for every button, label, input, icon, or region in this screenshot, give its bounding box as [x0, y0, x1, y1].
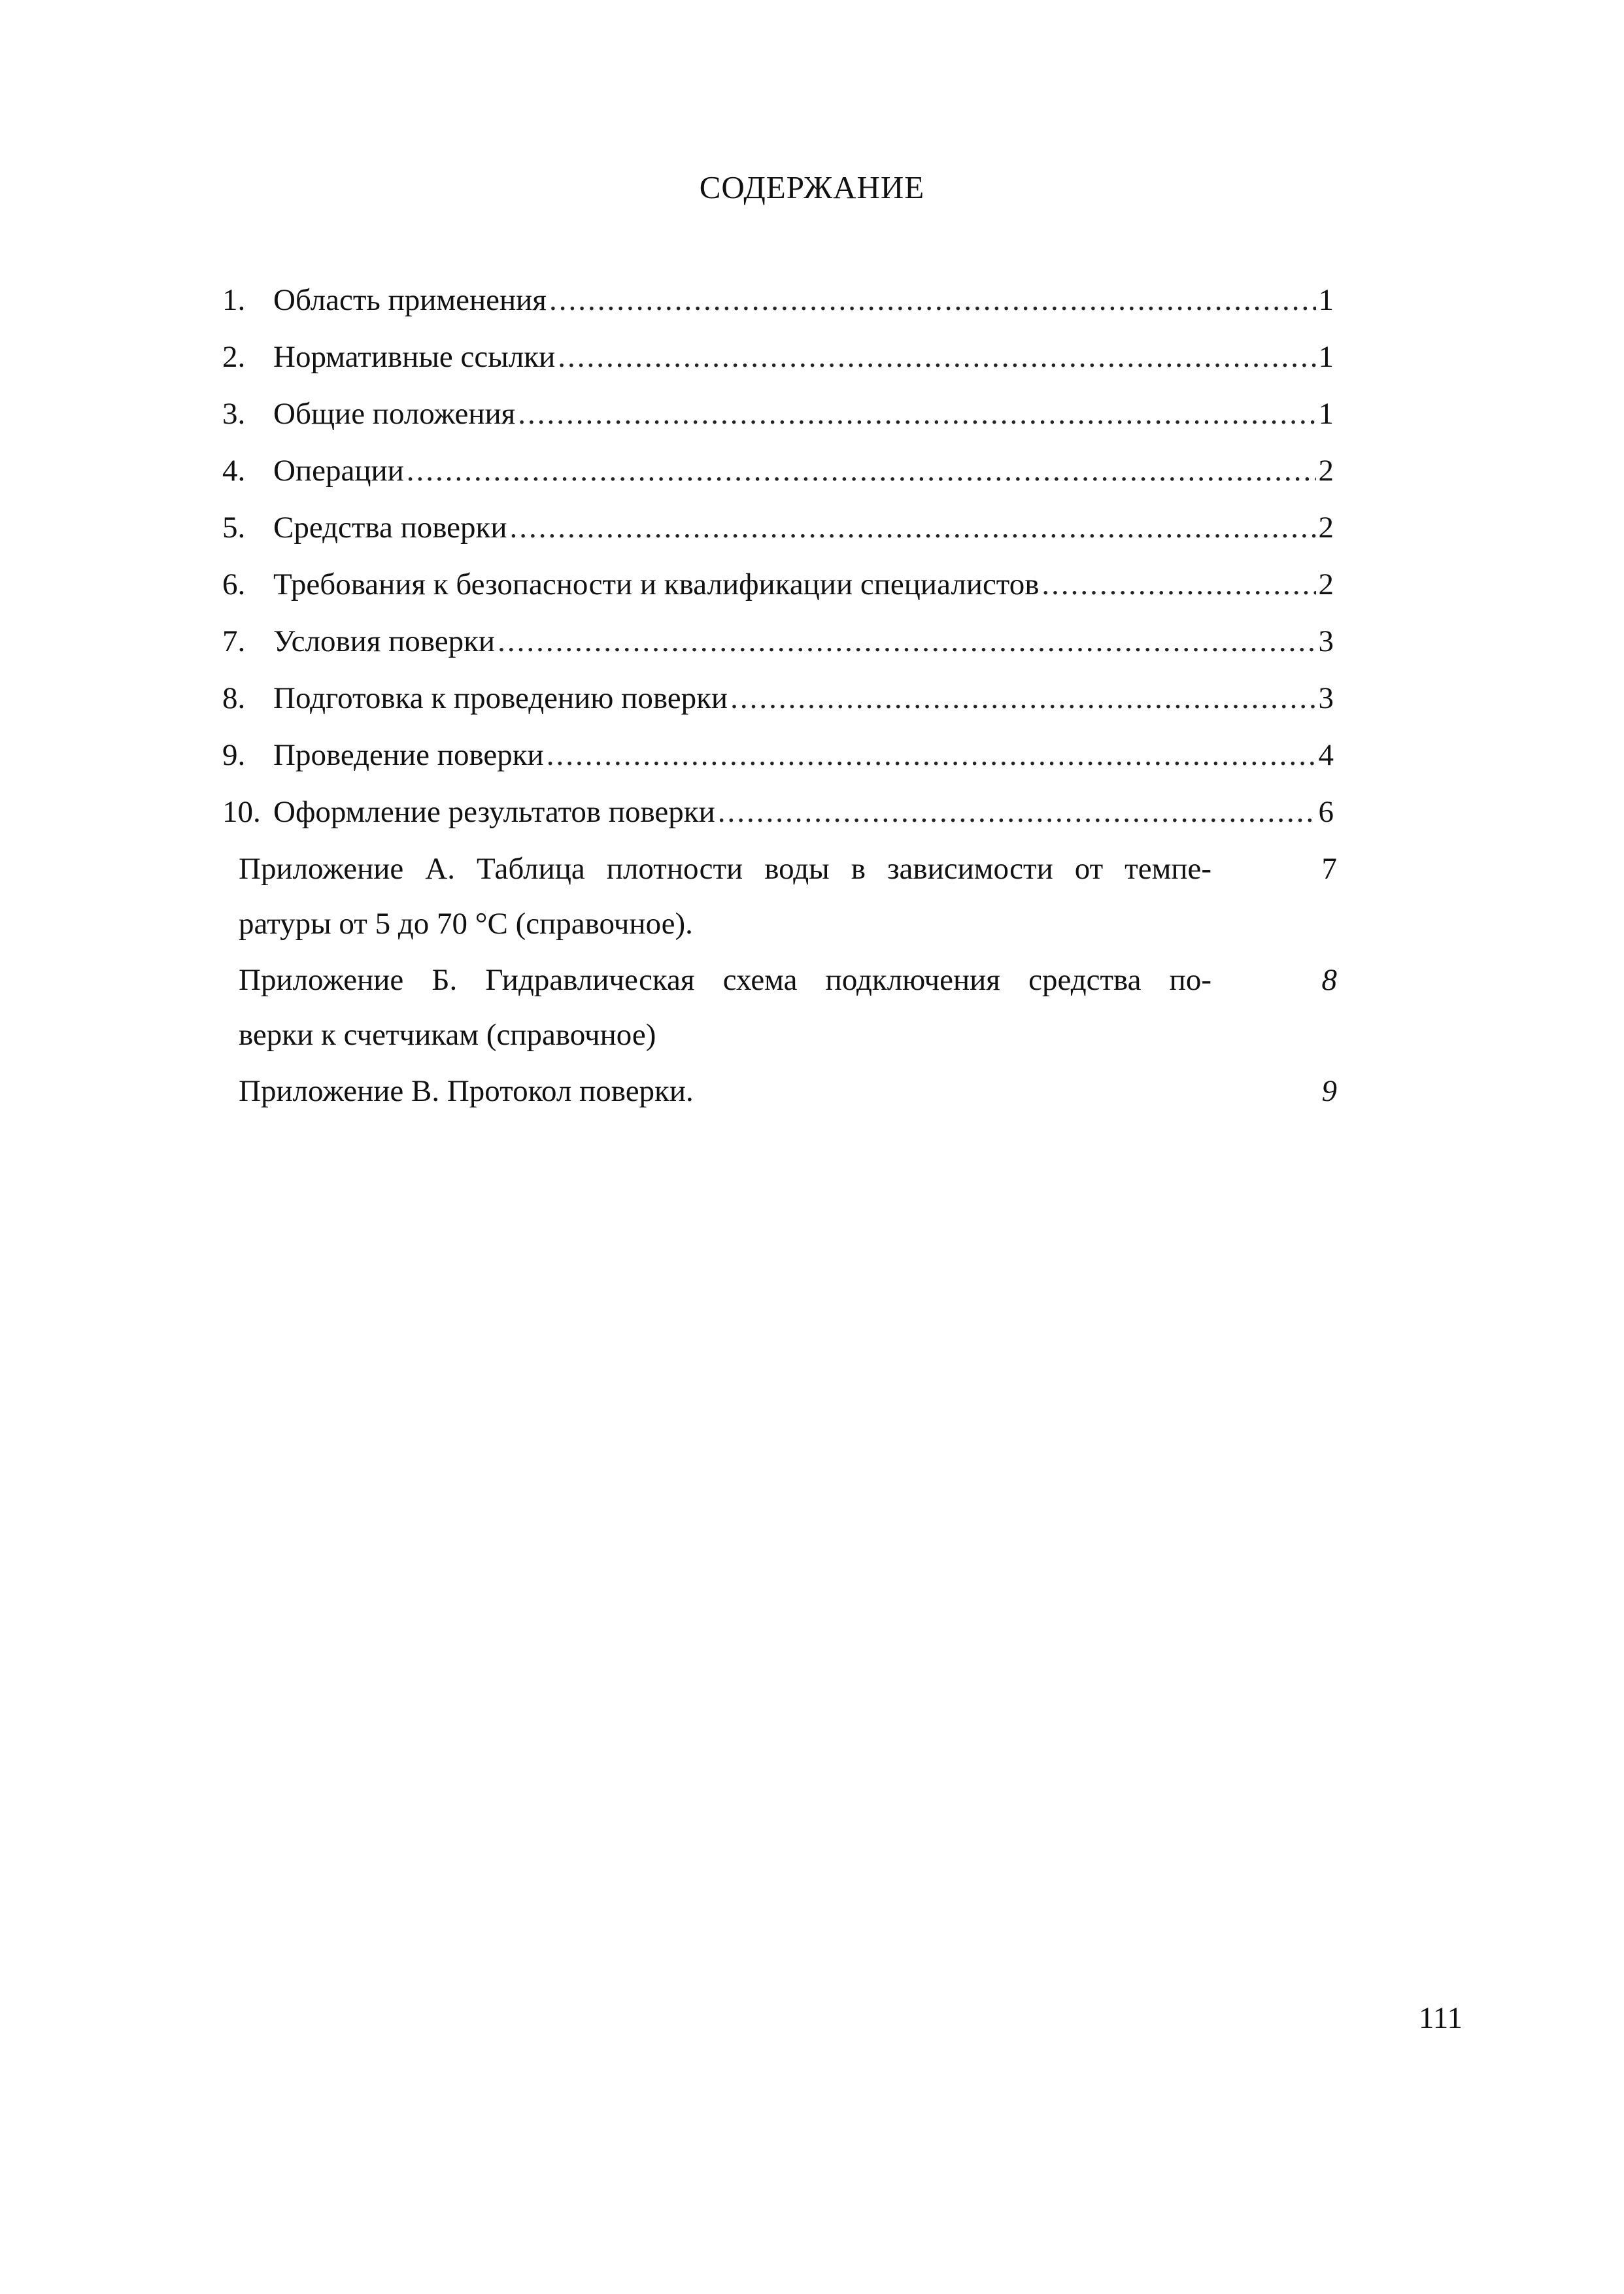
toc-entry-page: 1 — [1318, 283, 1334, 317]
appendix-a-line2: ратуры от 5 до 70 °С (справочное). — [239, 907, 693, 941]
toc-entry-label: Условия поверки — [273, 624, 496, 658]
toc-entry — [222, 453, 1334, 510]
toc-entry-page: 4 — [1318, 738, 1334, 772]
toc-entry-page: 6 — [1318, 795, 1334, 829]
appendix-b-line2: верки к счетчикам (справочное) — [239, 1018, 656, 1052]
dot-leader — [1041, 567, 1315, 602]
toc-entry-page: 3 — [1318, 681, 1334, 715]
dot-leader — [518, 396, 1315, 431]
toc-entry-page: 3 — [1318, 624, 1334, 658]
toc-entry-label: Подготовка к проведению поверки — [273, 681, 728, 715]
toc-entry-number: 8. — [222, 681, 246, 715]
toc-entry-label: Проведение поверки — [273, 738, 544, 772]
appendix-b-page: 8 — [1321, 963, 1337, 997]
toc-entry-page: 2 — [1318, 511, 1334, 545]
page-title: СОДЕРЖАНИЕ — [699, 169, 925, 205]
toc-entry-number: 5. — [222, 511, 246, 545]
appendix-v-line1: Приложение В. Протокол поверки. — [239, 1074, 694, 1108]
toc-entry-number: 9. — [222, 738, 246, 772]
toc-entry-label: Средства поверки — [273, 511, 507, 545]
toc-entry-page: 2 — [1318, 567, 1334, 601]
appendix-a-line1: Приложение А. Таблица плотности воды в зависимости от темпе- — [239, 852, 1211, 886]
toc-entry — [222, 737, 1334, 794]
toc-entry-page: 2 — [1318, 454, 1334, 488]
appendix-a-page: 7 — [1321, 852, 1337, 886]
toc-entry — [222, 794, 1334, 851]
dot-leader — [718, 794, 1316, 830]
dot-leader — [407, 453, 1316, 488]
toc-entry — [222, 282, 1334, 339]
toc-entry-label: Требования к безопасности и квалификации специалистов — [273, 567, 1040, 601]
dot-leader — [558, 339, 1315, 375]
toc-entry — [222, 681, 1334, 737]
dot-leader — [549, 282, 1316, 318]
toc-entry-page: 1 — [1318, 397, 1334, 431]
toc-entry-page: 1 — [1318, 340, 1334, 374]
toc-entry — [222, 624, 1334, 681]
dot-leader — [510, 510, 1316, 545]
page-number: 111 — [1419, 2001, 1463, 2035]
toc-entry — [222, 339, 1334, 396]
toc-entry — [222, 567, 1334, 624]
dot-leader — [547, 737, 1316, 773]
dot-leader — [498, 624, 1315, 659]
toc-entry-label: Нормативные ссылки — [273, 340, 556, 374]
toc-entry-label: Оформление результатов поверки — [273, 795, 715, 829]
toc-entry-number: 2. — [222, 340, 246, 374]
appendix-v-entry — [239, 1073, 1337, 1128]
toc-entry-label: Операции — [273, 454, 404, 488]
toc-entry-number: 3. — [222, 397, 246, 431]
appendix-v-page: 9 — [1321, 1074, 1337, 1108]
appendix-b-entry — [239, 962, 1337, 1072]
appendix-a-entry — [239, 851, 1337, 961]
table-of-contents — [222, 282, 1334, 851]
toc-entry-label: Общие положения — [273, 397, 516, 431]
toc-entry — [222, 510, 1334, 567]
toc-entry-number: 1. — [222, 283, 246, 317]
toc-entry-number: 6. — [222, 567, 246, 601]
appendix-b-line1: Приложение Б. Гидравлическая схема подключения средства по- — [239, 963, 1211, 997]
toc-entry-number: 4. — [222, 454, 246, 488]
toc-entry-number: 7. — [222, 624, 246, 658]
toc-entry — [222, 396, 1334, 453]
dot-leader — [730, 681, 1315, 716]
toc-entry-label: Область применения — [273, 283, 547, 317]
toc-entry-number: 10. — [222, 795, 261, 829]
